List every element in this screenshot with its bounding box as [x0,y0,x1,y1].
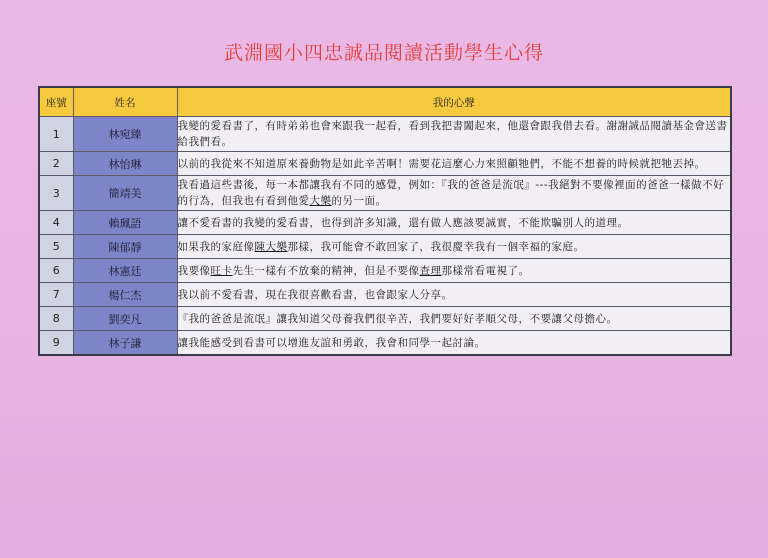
text-segment: 我要像 [177,264,211,277]
seat-number: 2 [39,152,73,176]
student-name: 林宛臻 [73,117,177,152]
seat-number: 7 [39,283,73,307]
reflection-text: 我變的愛看書了，有時弟弟也會來跟我一起看，看到我把書闔起來，他還會跟我借去看。謝謝誠品閱讀基金會送書給我們看。 [177,117,731,152]
student-name: 陳郁靜 [73,235,177,259]
table-row [39,176,731,211]
header-seat-number: 座號 [39,87,73,117]
seat-number: 6 [39,259,73,283]
table-row [39,307,731,331]
table-row [39,152,731,176]
underlined-name: 旺卡 [210,264,233,277]
text-segment: 的另一面。 [331,195,387,207]
reflection-text [177,259,731,283]
student-name: 楊仁杰 [73,283,177,307]
document-title: 武淵國小四忠誠品閱讀活動學生心得 [223,42,544,64]
table-header-row [39,87,731,117]
underlined-name: 大樂 [309,195,332,207]
reflection-text: 『我的爸爸是流氓』讓我知道父母養我們很辛苦，我們要好好孝順父母，不要讓父母擔心。 [177,307,731,331]
text-segment: 先生一樣有不放棄的精神，但是不要像 [232,264,420,277]
reflection-text: 讓我能感受到看書可以增進友誼和勇敢，我會和同學一起討論。 [177,331,731,356]
student-name: 賴珮語 [73,211,177,235]
text-segment: 如果我的家庭像 [177,240,255,253]
seat-number: 5 [39,235,73,259]
underlined-name: 陳大樂 [254,240,288,253]
reflection-text: 以前的我從來不知道原來養動物是如此辛苦啊！需要花這麼心力來照顧牠們，不能不想養的時候就把牠丟掉。 [177,152,731,176]
seat-number: 1 [39,117,73,152]
seat-number: 3 [39,176,73,211]
reflection-table [38,86,732,356]
seat-number: 9 [39,331,73,356]
text-segment: 我看過這些書後，每一本都讓我有不同的感覺，例如：『我的爸爸是流氓』---我絕對不要像裡面的爸爸一樣做不好的行為，但我也有看到他愛 [177,179,725,207]
table-row [39,235,731,259]
underlined-name: 查理 [419,264,442,277]
reflection-text [177,176,731,211]
table-row [39,283,731,307]
header-name: 姓名 [73,87,177,117]
seat-number: 4 [39,211,73,235]
student-name: 林憲廷 [73,259,177,283]
student-name: 林子謙 [73,331,177,356]
seat-number: 8 [39,307,73,331]
student-name: 劉奕凡 [73,307,177,331]
table-row [39,117,731,152]
reflection-text [177,235,731,259]
text-segment: 那樣常看電視了。 [441,264,530,277]
student-name: 林怡琳 [73,152,177,176]
text-segment: 那樣，我可能會不敢回家了，我很慶幸我有一個幸福的家庭。 [287,240,585,253]
table-row [39,259,731,283]
table-row [39,211,731,235]
table-row [39,331,731,356]
reflection-text: 我以前不愛看書，現在我很喜歡看書，也會跟家人分享。 [177,283,731,307]
reflection-text: 讓不愛看書的我變的愛看書，也得到許多知識，還有做人應該要誠實，不能欺騙別人的道理。 [177,211,731,235]
student-name: 簡靖美 [73,176,177,211]
header-reflection: 我的心聲 [177,87,731,117]
